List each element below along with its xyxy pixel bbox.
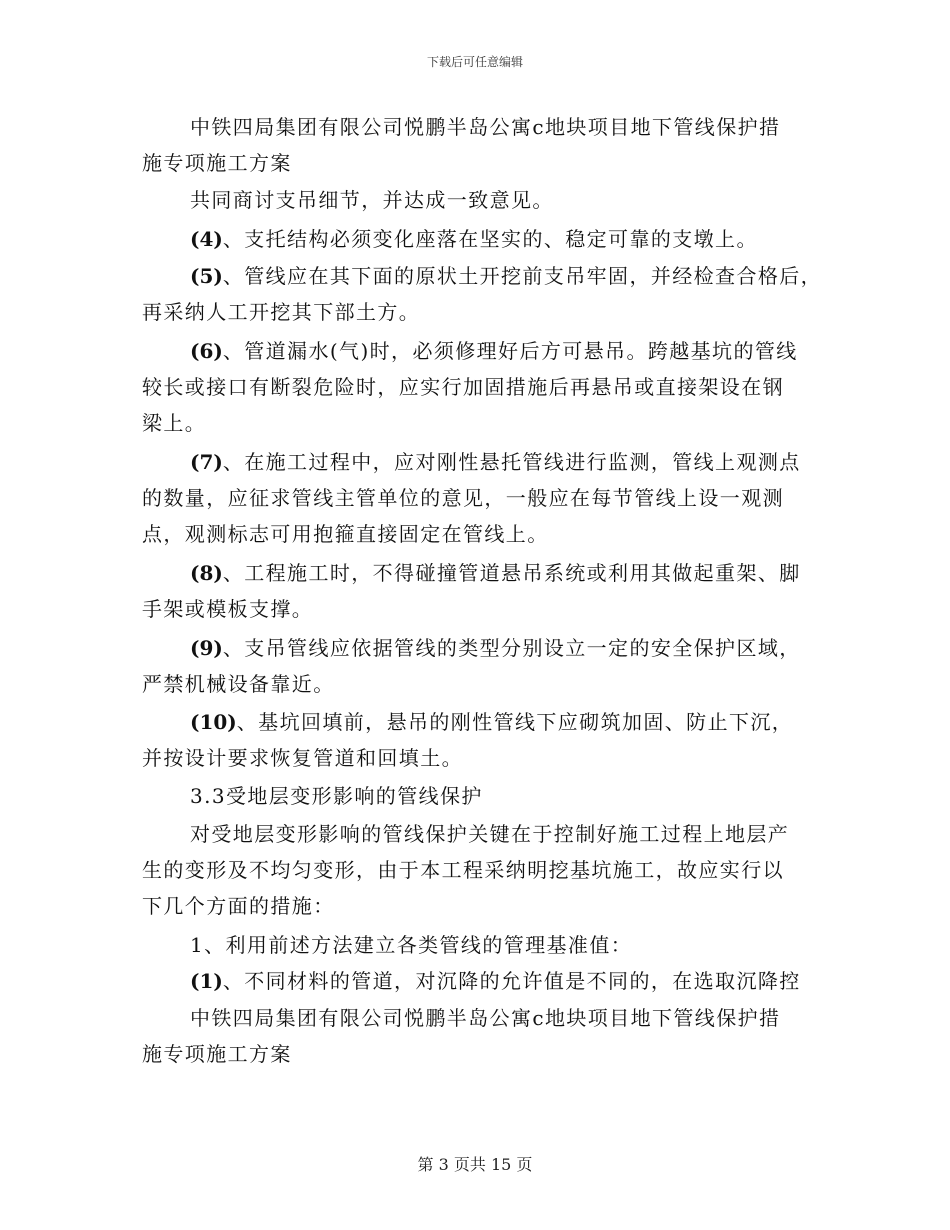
paragraph-line: 梁上。 <box>142 411 207 435</box>
page-header-note: 下载后可任意编辑 <box>426 55 523 69</box>
list-marker: (10) <box>190 710 237 734</box>
list-item-line: (5)、管线应在其下面的原状土开挖前支吊牢固，并经检查合格后， <box>190 264 823 288</box>
paragraph-line: 并按设计要求恢复管道和回填土。 <box>142 746 463 770</box>
page-number: 第 3 页共 15 页 <box>417 1155 533 1174</box>
paragraph-line: 再采纳人工开挖其下部土方。 <box>142 300 421 324</box>
list-marker: (9) <box>190 636 223 660</box>
paragraph-line: 对受地层变形影响的管线保护关键在于控制好施工过程上地层产 <box>190 822 790 846</box>
list-marker: (5) <box>190 264 223 288</box>
list-marker: (4) <box>190 227 223 251</box>
paragraph-line: 手架或模板支撑。 <box>142 597 314 621</box>
list-item-line: (10)、基坑回填前，悬吊的刚性管线下应砌筑加固、防止下沉， <box>190 710 794 734</box>
list-item-line: (7)、在施工过程中，应对刚性悬托管线进行监测，管线上观测点 <box>190 450 801 474</box>
paragraph-line: 点，观测标志可用抱箍直接固定在管线上。 <box>142 522 549 546</box>
doc-title-line: 中铁四局集团有限公司悦鹏半岛公寓c地块项目地下管线保护措 <box>190 115 781 139</box>
doc-title-line: 施专项施工方案 <box>142 151 292 175</box>
section-heading: 3.3受地层变形影响的管线保护 <box>190 784 483 808</box>
paragraph-line: 严禁机械设备靠近。 <box>142 672 335 696</box>
list-item-line: (9)、支吊管线应依据管线的类型分别设立一定的安全保护区域， <box>190 636 801 660</box>
list-marker: (1) <box>190 969 223 993</box>
paragraph-line: 较长或接口有断裂危险时，应实行加固措施后再悬吊或直接架设在钢 <box>142 375 784 399</box>
list-item-line: (4)、支托结构必须变化座落在坚实的、稳定可靠的支墩上。 <box>190 227 758 251</box>
paragraph-line: 生的变形及不均匀变形，由于本工程采纳明挖基坑施工，故应实行以 <box>142 858 784 882</box>
list-marker: (8) <box>190 561 223 585</box>
paragraph-line: 下几个方面的措施： <box>142 894 335 918</box>
doc-title-line: 施专项施工方案 <box>142 1042 292 1066</box>
list-marker: (7) <box>190 450 223 474</box>
list-item-line: (6)、管道漏水(气)时，必须修理好后方可悬吊。跨越基坑的管线 <box>190 339 798 363</box>
paragraph-line: 共同商讨支吊细节，并达成一致意见。 <box>190 188 554 212</box>
list-item-line: 1、利用前述方法建立各类管线的管理基准值： <box>190 933 633 957</box>
list-item-line: (8)、工程施工时，不得碰撞管道悬吊系统或利用其做起重架、脚 <box>190 561 801 585</box>
list-marker: (6) <box>190 339 223 363</box>
list-item-line: (1)、不同材料的管道，对沉降的允许值是不同的，在选取沉降控 <box>190 969 801 993</box>
paragraph-line: 的数量，应征求管线主管单位的意见，一般应在每节管线上设一观测 <box>142 486 784 510</box>
doc-title-line: 中铁四局集团有限公司悦鹏半岛公寓c地块项目地下管线保护措 <box>190 1006 781 1030</box>
